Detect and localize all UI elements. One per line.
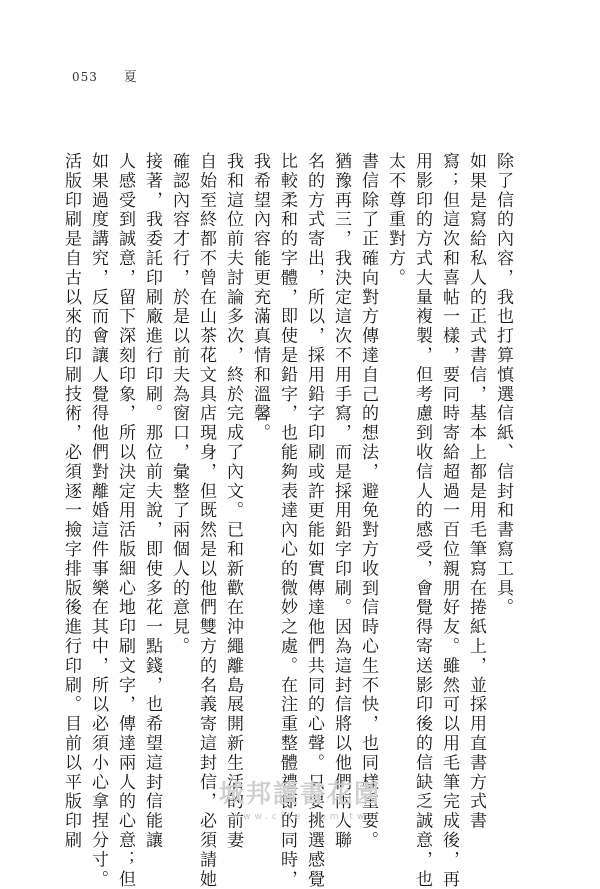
text-column: 確認內容才行，於是以前夫為窗口，彙整了兩個人的意見。	[169, 152, 189, 657]
text-column: 猶豫再三，我決定這次不用手寫，而是採用鉛字印刷。因為這封信將以他們兩人聯	[331, 152, 351, 851]
text-column: 除了信的內容，我也打算慎選信紙、信封和書寫工具。	[493, 152, 513, 618]
text-column: 接著，我委託印刷廠進行印刷。那位前夫說，即使多花一點錢，也希望這封信能讓	[142, 152, 162, 851]
text-column: 太不尊重對方。	[385, 152, 405, 288]
text-column: 名的方式寄出，所以，採用鉛字印刷或許更能如實傳達他們共同的心聲。只要挑選感覺	[304, 152, 324, 889]
text-column: 寫；但這次和喜帖一樣，要同時寄給超過一百位親朋好友。雖然可以用毛筆完成後，再	[439, 152, 459, 889]
page-number: 053	[72, 70, 98, 84]
watermark	[0, 774, 600, 822]
text-column: 活版印刷是自古以來的印刷技術，必須逐一撿字排版後進行印刷。目前以平版印刷	[61, 152, 81, 851]
text-column: 如果是寫給私人的正式書信，基本上都是用毛筆寫在捲紙上，並採用直書方式書	[466, 152, 486, 831]
text-column: 如果過度講究，反而會讓人覺得他們對離婚這件事樂在其中，所以必須小心拿捏分寸。	[88, 152, 108, 889]
text-column: 人感受到誠意，留下深刻印象，所以決定用活版細心地印刷文字，傳達兩人的心意；但	[115, 152, 135, 889]
text-column: 我和這位前夫討論多次，終於完成了內文。已和新歡在沖繩離島展開新生活的前妻	[223, 152, 243, 851]
text-column: 我希望內容能更充滿真情和溫馨。	[250, 152, 270, 443]
text-column: 比較柔和的字體，即使是鉛字，也能夠表達內心的微妙之處。在注重整體禮節的同時，	[277, 152, 297, 889]
text-column: 用影印的方式大量複製，但考慮到收信人的感受，會覺得寄送影印後的信缺乏誠意，也	[412, 152, 432, 889]
running-head	[72, 66, 137, 85]
text-column: 自始至終都不曾在山茶花文具店現身，但既然是以他們雙方的名義寄這封信，必須請她	[196, 152, 216, 889]
watermark-url: www.cite.com.tw	[231, 812, 369, 822]
watermark-logo-text: 城邦讀書花園	[218, 779, 381, 808]
text-column: 書信除了正確向對方傳達自己的想法，避免對方收到信時心生不快，也同樣重要。	[358, 152, 378, 851]
chapter-title: 夏	[123, 70, 137, 85]
